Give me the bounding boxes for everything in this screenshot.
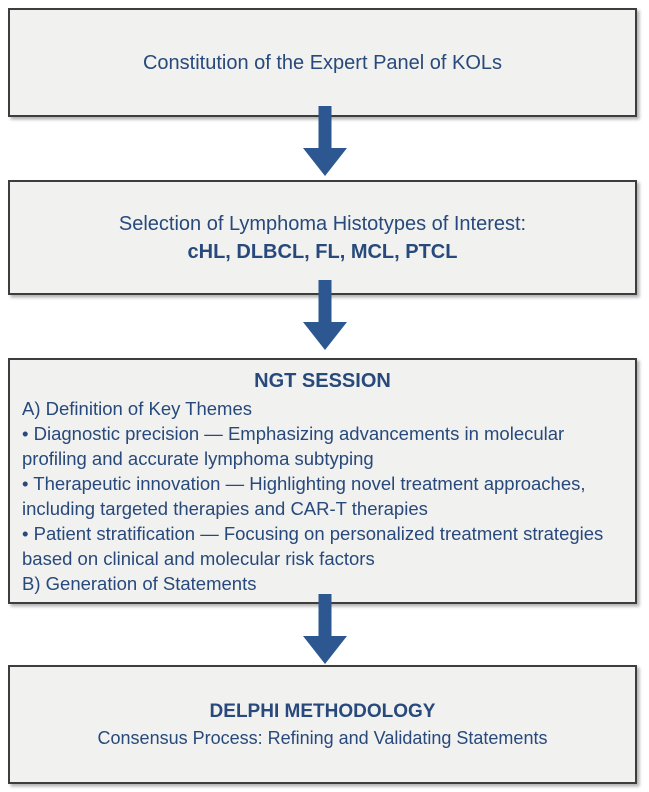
down-arrow-icon xyxy=(302,280,348,350)
ngt-item-key-themes: A) Definition of Key Themes xyxy=(22,398,252,419)
ngt-item-generation-statements: B) Generation of Statements xyxy=(22,573,257,594)
step-box-delphi-methodology xyxy=(8,665,637,784)
down-arrow-icon xyxy=(302,106,348,176)
step-box-expert-panel xyxy=(8,8,637,117)
step-box-ngt-session xyxy=(8,358,637,604)
down-arrow-icon xyxy=(302,594,348,664)
delphi-methodology-subtitle: Consensus Process: Refining and Validating Statements xyxy=(97,727,548,748)
step-box-histotype-selection xyxy=(8,180,637,295)
delphi-methodology-title: DELPHI METHODOLOGY xyxy=(209,700,436,722)
ngt-item-patient-stratification: • Patient stratification — Focusing on personalized treatment strategies based on clinical and molecular risk factors xyxy=(22,523,604,569)
ngt-item-diagnostic-precision: • Diagnostic precision — Emphasizing advancements in molecular profiling and accurate lymphoma subtyping xyxy=(22,423,565,469)
histotype-selection-label: Selection of Lymphoma Histotypes of Interest: xyxy=(118,212,527,235)
histotype-list-label: cHL, DLBCL, FL, MCL, PTCL xyxy=(187,240,458,263)
ngt-session-title: NGT SESSION xyxy=(254,370,391,392)
ngt-item-therapeutic-innovation: • Therapeutic innovation — Highlighting novel treatment approaches, including targeted therapies and CAR-T therapies xyxy=(22,473,586,519)
step-expert-panel-label: Constitution of the Expert Panel of KOLs xyxy=(142,51,503,74)
